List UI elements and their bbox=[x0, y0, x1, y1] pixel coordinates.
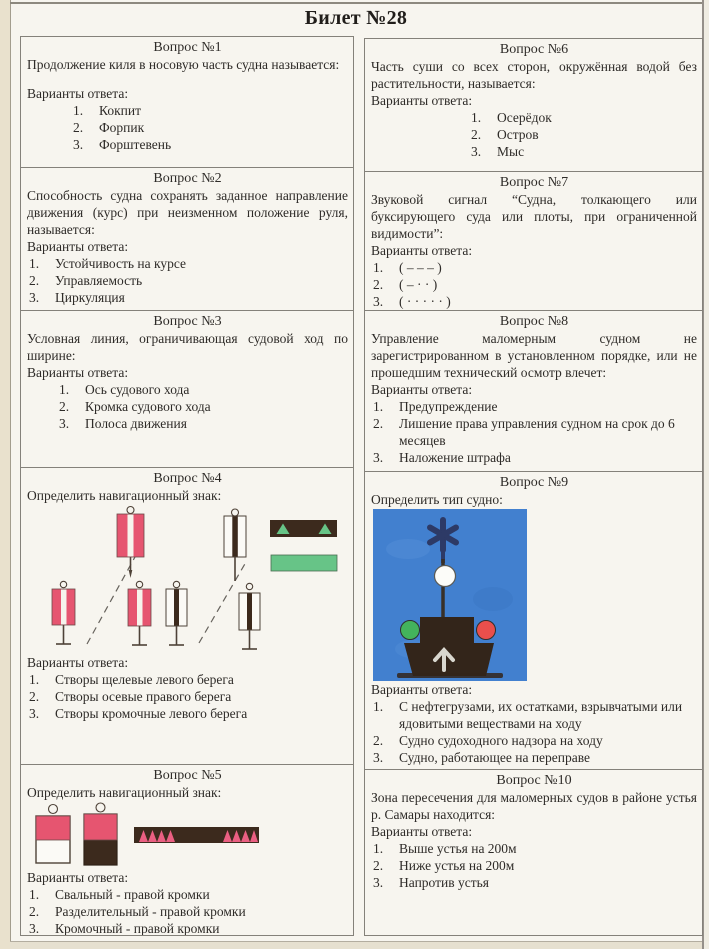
red-side-light-icon bbox=[477, 621, 496, 640]
rear-red-range-sign-icon bbox=[117, 507, 144, 579]
variants-label: Варианты ответа: bbox=[27, 870, 129, 885]
option-text: Форпик bbox=[99, 120, 145, 135]
rear-white-range-sign-icon bbox=[224, 509, 246, 581]
option-item bbox=[373, 749, 697, 766]
options-list bbox=[27, 886, 348, 935]
option-number: 1. bbox=[29, 672, 40, 687]
option-number: 3. bbox=[59, 416, 70, 431]
options-list bbox=[27, 255, 348, 306]
option-item bbox=[73, 119, 348, 136]
question-cell-8 bbox=[365, 310, 702, 471]
question-header: Вопрос №3 bbox=[153, 314, 222, 329]
question-text: Определить навигационный знак: bbox=[27, 785, 222, 800]
question-cell-6 bbox=[365, 39, 702, 171]
variants-label: Варианты ответа: bbox=[27, 86, 129, 101]
question-text: Определить тип судно: bbox=[371, 492, 503, 507]
option-text: С нефтегрузами, их остатками, взрывчатыми или ядовитыми веществами на ходу bbox=[399, 699, 683, 731]
superstructure bbox=[420, 617, 474, 645]
option-number: 2. bbox=[373, 733, 384, 748]
options-list bbox=[371, 698, 697, 766]
question-cell-3 bbox=[21, 310, 353, 467]
question-header: Вопрос №8 bbox=[499, 314, 569, 329]
option-text: ( – · · ) bbox=[399, 277, 438, 292]
option-item bbox=[471, 143, 697, 160]
option-item bbox=[373, 415, 697, 449]
question-cell-5 bbox=[21, 764, 353, 935]
question-cell-7 bbox=[365, 171, 702, 310]
option-item bbox=[373, 698, 697, 732]
front-white-range-sign-icon bbox=[166, 581, 187, 645]
option-item bbox=[373, 259, 697, 276]
option-item bbox=[29, 289, 348, 306]
option-number: 2. bbox=[373, 416, 384, 431]
option-number: 3. bbox=[29, 921, 40, 935]
option-text: Напротив устья bbox=[399, 875, 489, 890]
option-text: Створы осевые правого берега bbox=[55, 689, 232, 704]
option-text: Ниже устья на 200м bbox=[399, 858, 515, 873]
option-text: Циркуляция bbox=[55, 290, 125, 305]
page-title: Билет №28 bbox=[304, 7, 408, 29]
option-text: Управляемость bbox=[55, 273, 143, 288]
question-header: Вопрос №6 bbox=[499, 42, 569, 57]
option-item bbox=[29, 903, 348, 920]
question-cell-2 bbox=[21, 167, 353, 310]
question-header: Вопрос №5 bbox=[153, 768, 222, 783]
option-item bbox=[373, 398, 697, 415]
option-item bbox=[373, 857, 697, 874]
options-list bbox=[371, 840, 697, 891]
options-list bbox=[27, 381, 348, 432]
red-white-buoy-sign-icon bbox=[36, 805, 70, 864]
hull bbox=[404, 643, 494, 676]
option-text: Устойчивость на курсе bbox=[55, 256, 187, 271]
option-text: Остров bbox=[497, 127, 539, 142]
question-header: Вопрос №10 bbox=[496, 773, 572, 788]
option-item bbox=[29, 688, 348, 705]
option-item bbox=[59, 381, 348, 398]
option-number: 1. bbox=[59, 382, 70, 397]
variants-label: Варианты ответа: bbox=[371, 682, 473, 697]
option-number: 2. bbox=[29, 273, 40, 288]
question-text: Условная линия, ограничивающая судовой ход по ширине: bbox=[27, 331, 348, 363]
option-number: 3. bbox=[373, 750, 384, 765]
option-text: Наложение штрафа bbox=[399, 450, 511, 465]
option-text: Судно, работающее на переправе bbox=[399, 750, 591, 765]
option-text: ( – – – ) bbox=[399, 260, 442, 275]
question-text: Часть суши со всех сторон, окружённая водой без растительности, называется: bbox=[371, 59, 697, 91]
question-text: Определить навигационный знак: bbox=[27, 488, 222, 503]
option-item bbox=[373, 874, 697, 891]
option-item bbox=[373, 276, 697, 293]
option-number: 3. bbox=[373, 875, 384, 890]
option-number: 1. bbox=[29, 256, 40, 271]
question-header: Вопрос №7 bbox=[499, 175, 569, 190]
question-cell-9 bbox=[365, 471, 702, 769]
questions-column-left bbox=[20, 36, 354, 936]
option-item bbox=[29, 886, 348, 903]
question-text: Управление маломерным судном не зарегистрированном в установленном порядке, или не прошедшим технический осмотр влечет: bbox=[371, 331, 697, 380]
option-number: 1. bbox=[73, 103, 84, 118]
option-number: 2. bbox=[373, 858, 384, 873]
scan-bottom-edge bbox=[10, 941, 702, 949]
question-cell-4 bbox=[21, 467, 353, 764]
red-black-buoy-sign-icon bbox=[84, 803, 117, 865]
option-text: Форштевень bbox=[99, 137, 172, 152]
vessel-navigation-lights-photo bbox=[373, 509, 527, 681]
option-text: Кромка судового хода bbox=[85, 399, 211, 414]
option-text: Ось судового хода bbox=[85, 382, 190, 397]
front-red-range-sign-icon bbox=[52, 581, 75, 644]
option-text: Створы щелевые левого берега bbox=[55, 672, 234, 687]
option-number: 1. bbox=[373, 399, 384, 414]
option-item bbox=[29, 255, 348, 272]
option-text: Свальный - правой кромки bbox=[55, 887, 210, 902]
option-item bbox=[373, 449, 697, 466]
option-number: 2. bbox=[29, 689, 40, 704]
option-text: Створы кромочные левого берега bbox=[55, 706, 248, 721]
option-number: 3. bbox=[373, 294, 384, 309]
variants-label: Варианты ответа: bbox=[27, 655, 129, 670]
option-item bbox=[29, 671, 348, 688]
option-number: 2. bbox=[29, 904, 40, 919]
option-number: 1. bbox=[373, 260, 384, 275]
variants-label: Варианты ответа: bbox=[27, 365, 129, 380]
scan-top-edge-line bbox=[10, 2, 709, 4]
option-number: 3. bbox=[29, 706, 40, 721]
green-board-icon bbox=[271, 555, 337, 571]
option-item bbox=[29, 920, 348, 935]
option-item bbox=[29, 272, 348, 289]
options-list bbox=[371, 109, 697, 160]
white-masthead-light-icon bbox=[435, 566, 456, 587]
option-text: ( · · · · · ) bbox=[399, 294, 451, 309]
scan-left-margin bbox=[0, 0, 11, 949]
option-text: Кокпит bbox=[99, 103, 141, 118]
option-text: Лишение права управления судном на срок до 6 месяцев bbox=[399, 416, 675, 448]
option-text: Судно судоходного надзора на ходу bbox=[399, 733, 603, 748]
options-list bbox=[27, 671, 348, 722]
question-header: Вопрос №9 bbox=[499, 475, 569, 490]
question-header: Вопрос №2 bbox=[153, 171, 222, 186]
option-text: Выше устья на 200м bbox=[399, 841, 517, 856]
option-number: 2. bbox=[59, 399, 70, 414]
option-text: Предупреждение bbox=[399, 399, 498, 414]
question-text: Способность судна сохранять заданное направление движения (курс) при неизменном положение руля, называется: bbox=[27, 188, 348, 237]
option-text: Полоса движения bbox=[85, 416, 187, 431]
green-side-light-icon bbox=[401, 621, 420, 640]
edge-buoy-signs-figure bbox=[27, 801, 353, 869]
option-text: Мыс bbox=[497, 144, 525, 159]
option-number: 3. bbox=[73, 137, 84, 152]
question-text: Продолжение киля в носовую часть судна называется: bbox=[27, 57, 340, 72]
board-with-green-triangles-icon bbox=[270, 520, 337, 537]
option-number: 3. bbox=[471, 144, 482, 159]
option-number: 2. bbox=[471, 127, 482, 142]
option-number: 1. bbox=[471, 110, 482, 125]
questions-column-right bbox=[364, 38, 703, 936]
options-list bbox=[371, 398, 697, 466]
dark-band-with-red-triangles-icon bbox=[134, 827, 259, 843]
options-list bbox=[371, 259, 697, 310]
variants-label: Варианты ответа: bbox=[371, 243, 473, 258]
option-text: Осерёдок bbox=[497, 110, 552, 125]
option-item bbox=[373, 840, 697, 857]
option-number: 3. bbox=[373, 450, 384, 465]
question-header: Вопрос №1 bbox=[153, 40, 222, 55]
option-item bbox=[373, 732, 697, 749]
option-item bbox=[59, 398, 348, 415]
option-item bbox=[59, 415, 348, 432]
option-number: 2. bbox=[73, 120, 84, 135]
front-red-range-sign-icon bbox=[128, 581, 151, 645]
option-item bbox=[471, 126, 697, 143]
option-item bbox=[73, 136, 348, 153]
options-list bbox=[27, 102, 348, 153]
option-item bbox=[471, 109, 697, 126]
option-number: 1. bbox=[373, 699, 384, 714]
front-white-range-sign-icon bbox=[239, 583, 260, 649]
question-cell-1 bbox=[21, 37, 353, 167]
variants-label: Варианты ответа: bbox=[371, 382, 473, 397]
option-text: Кромочный - правой кромки bbox=[55, 921, 220, 935]
option-number: 3. bbox=[29, 290, 40, 305]
option-text: Разделительный - правой кромки bbox=[55, 904, 246, 919]
waterline-shadow bbox=[397, 673, 503, 678]
variants-label: Варианты ответа: bbox=[27, 239, 129, 254]
option-item bbox=[29, 705, 348, 722]
question-text: Звуковой сигнал “Судна, толкающего или буксирующего суда или плоты, при ограниченной видимости”: bbox=[371, 192, 697, 241]
option-item bbox=[373, 293, 697, 310]
variants-label: Варианты ответа: bbox=[371, 824, 473, 839]
option-item bbox=[73, 102, 348, 119]
scan-right-margin bbox=[704, 0, 709, 949]
question-cell-10 bbox=[365, 769, 702, 935]
question-header: Вопрос №4 bbox=[153, 471, 222, 486]
variants-label: Варианты ответа: bbox=[371, 93, 473, 108]
range-leading-marks-figure bbox=[27, 504, 353, 654]
option-number: 1. bbox=[29, 887, 40, 902]
question-text: Зона пересечения для маломерных судов в районе устья р. Самары находится: bbox=[371, 790, 697, 822]
option-number: 1. bbox=[373, 841, 384, 856]
option-number: 2. bbox=[373, 277, 384, 292]
